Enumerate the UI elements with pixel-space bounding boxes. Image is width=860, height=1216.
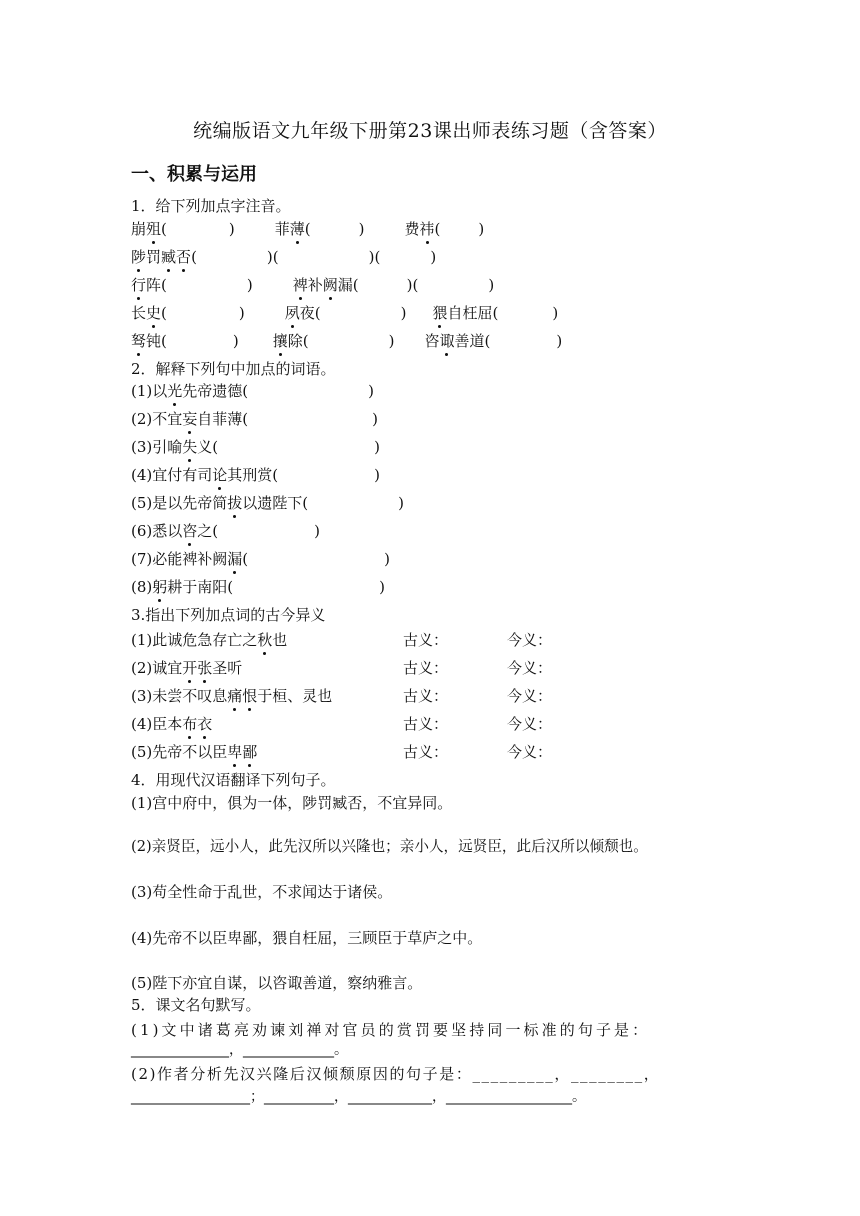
q3-new-2: 今义： bbox=[507, 659, 553, 677]
q3-item-1: (1)此诚危急存亡之秋也 bbox=[131, 631, 288, 649]
q1-item: 崩殂( ) bbox=[131, 220, 235, 238]
q4-heading: 4．用现代汉语翻译下列句子。 bbox=[131, 771, 336, 789]
page-title: 统编版语文九年级下册第23课出师表练习题（含答案） bbox=[193, 120, 667, 142]
q4-item-1: (1)宫中府中，俱为一体，陟罚臧否，不宜异同。 bbox=[131, 794, 453, 812]
q5-line-2: ______________，_____________。 bbox=[131, 1042, 348, 1058]
q2-item-1: (1)以光先帝遗德( ) bbox=[131, 382, 374, 400]
q1-row-2: 陟罚臧否( )( )( ) bbox=[131, 248, 437, 266]
q1-item: 菲薄( ) bbox=[274, 220, 365, 238]
q3-heading: 3.指出下列加点词的古今异义 bbox=[131, 606, 326, 624]
q3-old-4: 古义： bbox=[403, 715, 449, 733]
q2-item-2: (2)不宜妄自菲薄( ) bbox=[131, 410, 378, 428]
q4-item-3: (3)苟全性命于乱世，不求闻达于诸侯。 bbox=[131, 883, 393, 901]
q3-new-3: 今义： bbox=[507, 687, 553, 705]
q2-item-6: (6)悉以咨之( ) bbox=[131, 522, 320, 540]
q3-new-4: 今义： bbox=[507, 715, 553, 733]
q3-item-3: (3)未尝不叹息痛恨于桓、灵也 bbox=[131, 687, 333, 705]
q3-old-3: 古义： bbox=[403, 687, 449, 705]
q5-heading: 5．课文名句默写。 bbox=[131, 996, 261, 1014]
section-heading: 一、积累与运用 bbox=[131, 164, 257, 185]
q3-old-1: 古义： bbox=[403, 631, 449, 649]
q3-old-2: 古义： bbox=[403, 659, 449, 677]
q3-old-5: 古义： bbox=[403, 743, 449, 761]
q1-row-3: 行阵( ) 裨补阙漏( )( ) bbox=[131, 276, 495, 294]
q1-row-1 bbox=[131, 219, 484, 239]
q2-heading: 2．解释下列句中加点的词语。 bbox=[131, 360, 336, 378]
q3-item-2: (2)诚宜开张圣听 bbox=[131, 659, 243, 677]
q1-row-5: 驽钝( ) 攘除( ) 咨诹善道( ) bbox=[131, 332, 563, 350]
q5-line-3: (2)作者分析先汉兴隆后汉倾颓原因的句子是：_________，________， bbox=[131, 1065, 661, 1083]
q2-item-3: (3)引喻失义( ) bbox=[131, 438, 380, 456]
q3-new-5: 今义： bbox=[507, 743, 553, 761]
q2-item-5: (5)是以先帝简拔以遗陛下( ) bbox=[131, 494, 404, 512]
q4-item-2: (2)亲贤臣，远小人，此先汉所以兴隆也；亲小人，远贤臣，此后汉所以倾颓也。 bbox=[131, 838, 648, 855]
q4-item-5: (5)陛下亦宜自谋，以咨诹善道，察纳雅言。 bbox=[131, 974, 423, 992]
q2-item-8: (8)躬耕于南阳( ) bbox=[131, 578, 385, 596]
q2-item-4: (4)宜付有司论其刑赏( ) bbox=[131, 466, 380, 484]
q1-row-4: 长史( ) 夙夜( ) 猥自枉屈( ) bbox=[131, 304, 559, 322]
q1-heading: 1．给下列加点字注音。 bbox=[131, 197, 291, 215]
q5-line-1: (1)文中诸葛亮劝谏刘禅对官员的赏罚要坚持同一标准的句子是： bbox=[131, 1021, 651, 1039]
q5-line-4: _________________；__________，____________，__________________。 bbox=[131, 1089, 586, 1105]
q3-item-5: (5)先帝不以臣卑鄙 bbox=[131, 743, 258, 761]
q1-item: 费祎( ) bbox=[404, 220, 485, 238]
q4-item-4: (4)先帝不以臣卑鄙，猥自枉屈，三顾臣于草庐之中。 bbox=[131, 929, 483, 947]
q3-item-4: (4)臣本布衣 bbox=[131, 715, 213, 733]
q3-new-1: 今义： bbox=[507, 631, 553, 649]
q2-item-7: (7)必能裨补阙漏( ) bbox=[131, 550, 390, 568]
